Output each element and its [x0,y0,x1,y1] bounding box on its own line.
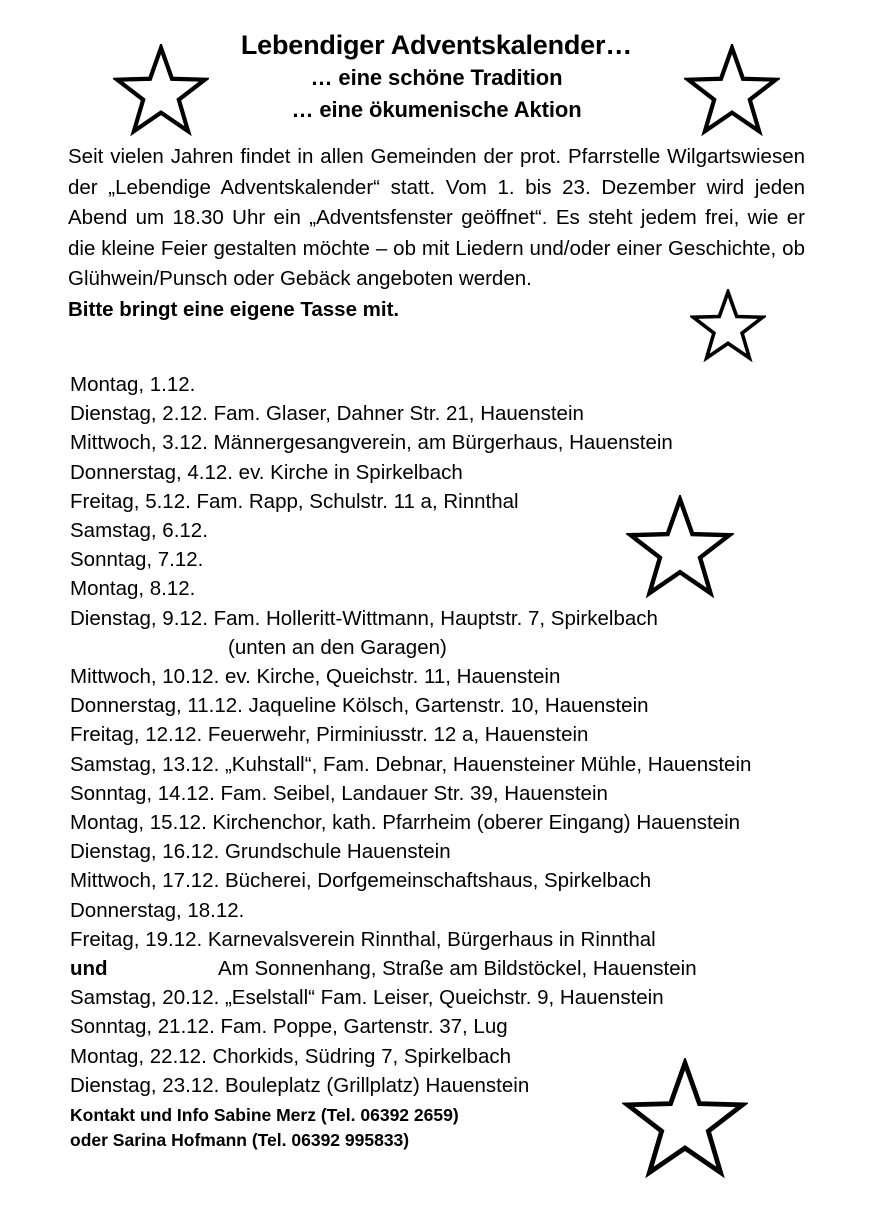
schedule-entry-text: Montag, 8.12. [70,577,196,601]
page-subtitle-2: … eine ökumenische Aktion [291,97,582,122]
schedule-entry-lead: und [70,957,108,981]
schedule-entry-text: Freitag, 19.12. Karnevalsverein Rinnthal, Bürgerhaus in Rinnthal [70,927,656,951]
schedule-entry [70,983,830,1012]
schedule-entry [70,428,830,457]
schedule-entry-text: Mittwoch, 10.12. ev. Kirche, Queichstr. 11, Hauenstein [70,665,561,689]
schedule-entry [70,516,830,545]
schedule-entry [70,1012,830,1041]
contact-line-1: Kontakt und Info Sabine Merz (Tel. 06392 2659) [70,1105,459,1125]
schedule-entry [70,545,830,574]
schedule-entry-text: Am Sonnenhang, Straße am Bildstöckel, Hauenstein [218,957,697,981]
schedule-entry [70,458,830,487]
schedule-entry-text: Dienstag, 16.12. Grundschule Hauenstein [70,840,451,864]
schedule-entry-text: Sonntag, 21.12. Fam. Poppe, Gartenstr. 37, Lug [70,1015,508,1039]
page-subtitle-1: … eine schöne Tradition [310,65,563,90]
page-title: Lebendiger Adventskalender… [240,30,633,60]
schedule-entry-text: Montag, 22.12. Chorkids, Südring 7, Spirkelbach [70,1044,512,1068]
schedule-entry [70,779,830,808]
schedule-entry-text: Freitag, 12.12. Feuerwehr, Pirminiusstr. 12 a, Hauenstein [70,723,589,747]
schedule-entry-text: Mittwoch, 17.12. Bücherei, Dorfgemeinschaftshaus, Spirkelbach [70,869,652,893]
schedule-entry [70,574,830,603]
intro-note: Bitte bringt eine eigene Tasse mit. [68,297,400,321]
schedule-entry-text: Mittwoch, 3.12. Männergesangverein, am Bürgerhaus, Hauenstein [70,431,673,455]
schedule-entry [70,837,830,866]
schedule-entry-text: Samstag, 6.12. [70,519,208,543]
schedule-entry [70,487,830,516]
schedule-entry-text: Dienstag, 2.12. Fam. Glaser, Dahner Str. 21, Hauenstein [70,402,584,426]
schedule-entry-text: Freitag, 5.12. Fam. Rapp, Schulstr. 11 a, Rinnthal [70,489,519,513]
contact-line-2: oder Sarina Hofmann (Tel. 06392 995833) [70,1130,410,1150]
schedule-entry [70,604,830,633]
schedule-entry-text: Sonntag, 14.12. Fam. Seibel, Landauer Str. 39, Hauenstein [70,781,608,805]
schedule-entry-text: Montag, 1.12. [70,373,196,396]
page-header [0,28,873,126]
schedule-entry-text: (unten an den Garagen) [228,635,447,659]
schedule-entry-text: Samstag, 20.12. „Eselstall“ Fam. Leiser, Queichstr. 9, Hauenstein [70,986,664,1010]
schedule-entry-text: Dienstag, 23.12. Bouleplatz (Grillplatz) Hauenstein [70,1073,530,1097]
schedule-entry [70,954,830,983]
schedule-entry [70,896,830,925]
schedule-entry-text: Dienstag, 9.12. Fam. Holleritt-Wittmann, Hauptstr. 7, Spirkelbach [70,606,658,630]
schedule-entry [70,866,830,895]
schedule-entry [70,720,830,749]
schedule-entry [70,1042,830,1071]
schedule-list [70,370,830,1100]
schedule-entry [70,691,830,720]
schedule-entry [70,808,830,837]
schedule-entry [70,925,830,954]
contact-block [70,1103,690,1153]
schedule-entry-text: Montag, 15.12. Kirchenchor, kath. Pfarrheim (oberer Eingang) Hauenstein [70,811,741,835]
schedule-entry [70,633,830,662]
intro-section [68,142,805,325]
intro-paragraph: Seit vielen Jahren findet in allen Gemeinden der prot. Pfarrstelle Wilgartswiesen der „Lebendige Adventskalender“ statt. Vom 1. bis 23. Dezember wird jeden Abend um 18.30 Uhr ein „Adventsfenster geöffnet“. Es steht jedem frei, wie er die kleine Feier gestalten möchte – ob mit Liedern und/oder einer Geschichte, ob Glühwein/Punsch oder Gebäck angeboten werden. [68,145,805,290]
schedule-entry [70,399,830,428]
schedule-entry [70,1071,830,1100]
schedule-entry-text: Donnerstag, 18.12. [70,898,245,922]
schedule-entry-text: Samstag, 13.12. „Kuhstall“, Fam. Debnar, Hauensteiner Mühle, Hauenstein [70,752,752,776]
schedule-entry-text: Donnerstag, 4.12. ev. Kirche in Spirkelbach [70,460,463,484]
schedule-entry [70,370,830,399]
schedule-entry-text: Donnerstag, 11.12. Jaqueline Kölsch, Gartenstr. 10, Hauenstein [70,694,649,718]
schedule-entry [70,750,830,779]
schedule-entry-text: Sonntag, 7.12. [70,548,204,572]
schedule-entry [70,662,830,691]
